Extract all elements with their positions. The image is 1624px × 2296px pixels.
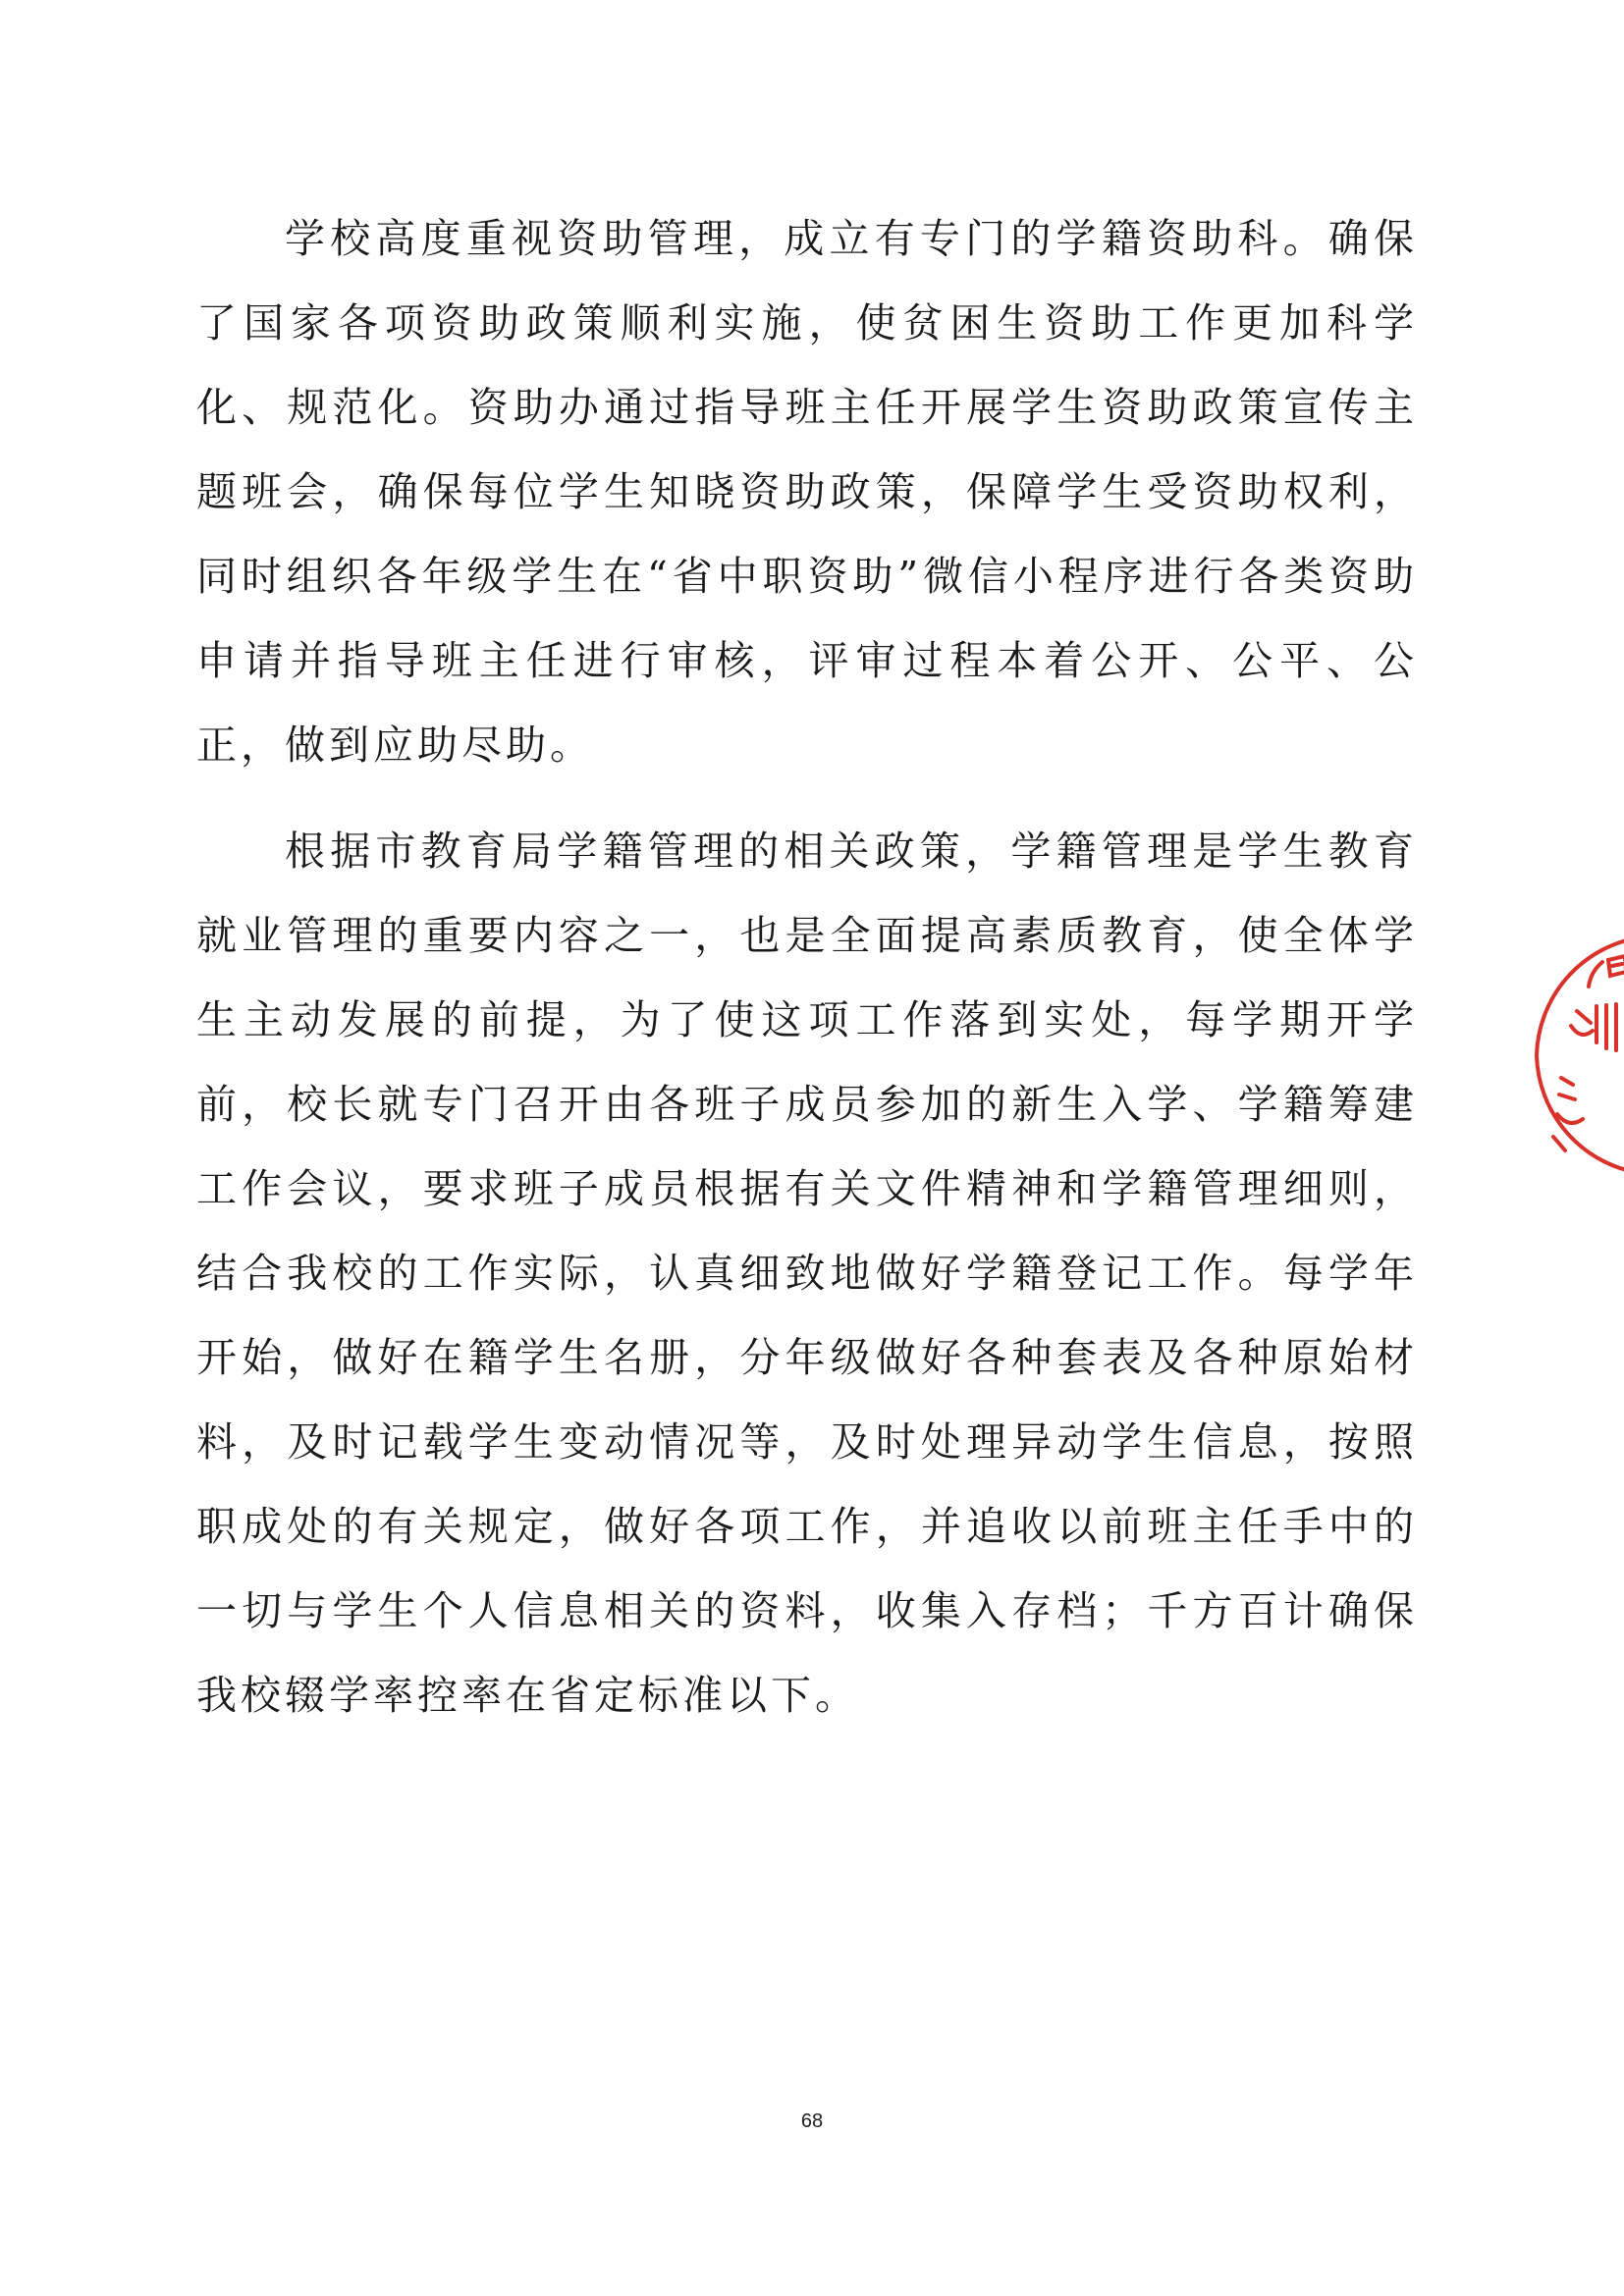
paragraph-financial-aid: 学校高度重视资助管理，成立有专门的学籍资助科。确保了国家各项资助政策顺利实施，使贫困生资助工作更加科学化、规范化。资助办通过指导班主任开展学生资助政策宣传主题班会，确保每位学生知晓资助政策，保障学生受资助权利，同时组织各年级学生在“省中职资助”微信小程序进行各类资助申请并指导班主任进行审核，评审过程本着公开、公平、公正，做到应助尽助。 <box>196 215 1418 769</box>
body-text <box>196 196 1418 1759</box>
page-number: 68 <box>800 2110 824 2132</box>
seal-stamp-icon <box>1532 933 1624 1178</box>
paragraph-enrollment-management: 根据市教育局学籍管理的相关政策，学籍管理是学生教育就业管理的重要内容之一，也是全面提高素质教育，使全体学生主动发展的前提，为了使这项工作落到实处，每学期开学前，校长就专门召开由各班子成员参加的新生入学、学籍筹建工作会议，要求班子成员根据有关文件精神和学籍管理细则，结合我校的工作实际，认真细致地做好学籍登记工作。每学年开始，做好在籍学生名册，分年级做好各种套表及各种原始材料，及时记载学生变动情况等，及时处理异动学生信息，按照职成处的有关规定，做好各项工作，并追收以前班主任手中的一切与学生个人信息相关的资料，收集入存档；千方百计确保我校辍学率控率在省定标准以下。 <box>196 828 1418 1719</box>
